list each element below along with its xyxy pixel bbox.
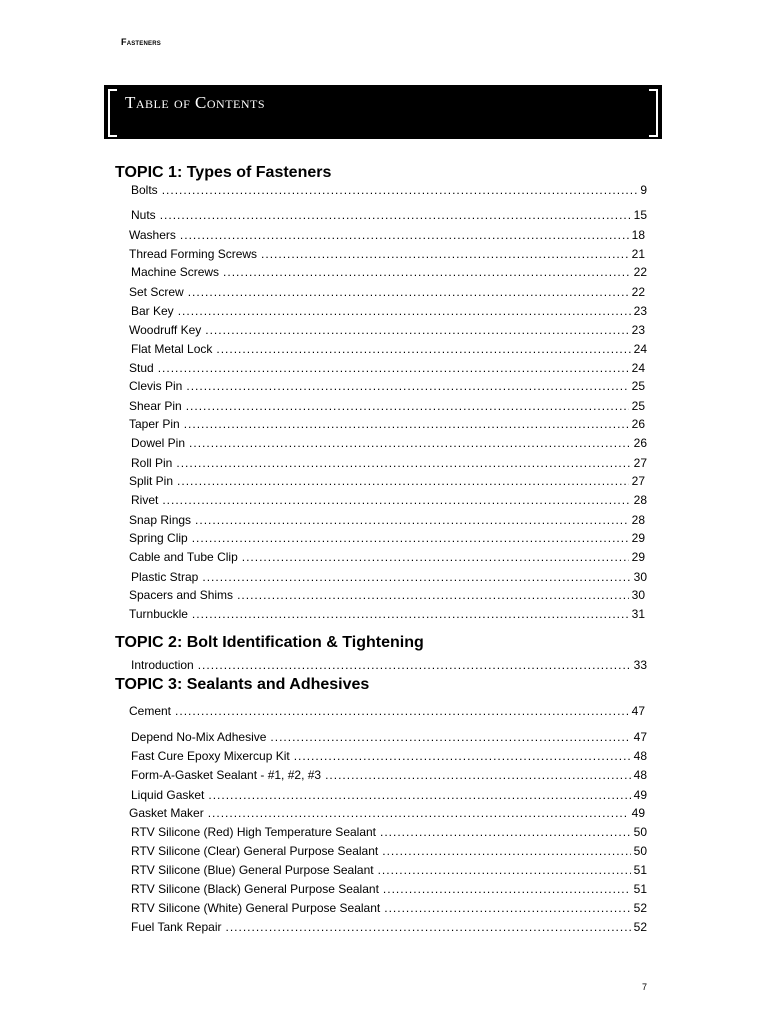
entry-page: 33: [633, 658, 647, 672]
dot-leader: [175, 704, 629, 718]
entry-page: 15: [633, 208, 647, 222]
entry-page: 29: [631, 550, 645, 564]
entry-label: Clevis Pin: [129, 379, 183, 393]
toc-entry[interactable]: [131, 788, 647, 804]
entry-page: 28: [631, 513, 645, 527]
dot-leader: [325, 768, 631, 782]
toc-entry[interactable]: [129, 588, 645, 604]
entry-page: 23: [631, 323, 645, 337]
toc-entry[interactable]: [131, 901, 647, 917]
entry-label: Cement: [129, 704, 172, 718]
toc-entry[interactable]: [131, 493, 647, 509]
entry-label: RTV Silicone (Black) General Purpose Sealant: [131, 882, 379, 896]
dot-leader: [205, 323, 628, 337]
entry-label: Cable and Tube Clip: [129, 550, 238, 564]
toc-entry[interactable]: [129, 474, 645, 490]
dot-leader: [189, 436, 631, 450]
toc-entry[interactable]: [131, 920, 647, 936]
entry-label: Turnbuckle: [129, 607, 188, 621]
dot-leader: [382, 844, 630, 858]
topic-heading: TOPIC 2: Bolt Identification & Tightening: [115, 634, 424, 651]
entry-page: 29: [631, 531, 645, 545]
entry-label: RTV Silicone (Clear) General Purpose Sealant: [131, 844, 379, 858]
toc-entry[interactable]: [131, 208, 647, 224]
dot-leader: [186, 379, 628, 393]
entry-label: Introduction: [131, 658, 194, 672]
entry-page: 26: [633, 436, 647, 450]
dot-leader: [294, 749, 631, 763]
entry-page: 18: [631, 228, 645, 242]
toc-entry[interactable]: [131, 342, 647, 358]
entry-page: 52: [633, 920, 647, 934]
dot-leader: [384, 901, 630, 915]
entry-page: 24: [631, 361, 645, 375]
dot-leader: [180, 228, 629, 242]
entry-label: Gasket Maker: [129, 806, 204, 820]
entry-label: Rivet: [131, 493, 159, 507]
entry-page: 26: [631, 417, 645, 431]
dot-leader: [242, 550, 629, 564]
entry-label: Fast Cure Epoxy Mixercup Kit: [131, 749, 290, 763]
entry-page: 47: [631, 704, 645, 718]
dot-leader: [188, 285, 629, 299]
toc-entry[interactable]: [131, 570, 647, 586]
toc-entry[interactable]: [129, 513, 645, 529]
dot-leader: [202, 570, 630, 584]
toc-banner: [104, 85, 662, 139]
entry-label: Washers: [129, 228, 176, 242]
dot-leader: [378, 863, 631, 877]
entry-page: 25: [631, 399, 645, 413]
entry-page: 31: [631, 607, 645, 621]
toc-entry[interactable]: [131, 304, 647, 320]
entry-page: 27: [631, 474, 645, 488]
toc-entry[interactable]: [129, 806, 645, 822]
dot-leader: [162, 183, 638, 197]
left-bracket-icon: [108, 89, 117, 137]
entry-label: Split Pin: [129, 474, 174, 488]
toc-entry[interactable]: [131, 863, 647, 879]
toc-entry[interactable]: [129, 285, 645, 301]
topic-heading: TOPIC 1: Types of Fasteners: [115, 164, 332, 181]
entry-label: Woodruff Key: [129, 323, 202, 337]
topic-heading: TOPIC 3: Sealants and Adhesives: [115, 676, 370, 693]
running-header: Fasteners: [121, 37, 161, 47]
toc-entry[interactable]: [129, 247, 645, 263]
dot-leader: [192, 607, 629, 621]
toc-entry[interactable]: [131, 436, 647, 452]
dot-leader: [237, 588, 629, 602]
entry-label: Plastic Strap: [131, 570, 199, 584]
entry-label: RTV Silicone (White) General Purpose Sealant: [131, 901, 381, 915]
entry-label: Dowel Pin: [131, 436, 186, 450]
dot-leader: [158, 361, 629, 375]
toc-entry[interactable]: [131, 844, 647, 860]
toc-entry[interactable]: [129, 550, 645, 566]
toc-entry[interactable]: [129, 379, 645, 395]
entry-page: 27: [633, 456, 647, 470]
entry-label: Fuel Tank Repair: [131, 920, 222, 934]
entry-label: Flat Metal Lock: [131, 342, 213, 356]
toc-entry[interactable]: [129, 361, 645, 377]
toc-entry[interactable]: [131, 825, 647, 841]
dot-leader: [198, 658, 631, 672]
entry-page: 30: [631, 588, 645, 602]
entry-label: Bolts: [131, 183, 158, 197]
toc-entry[interactable]: [129, 228, 645, 244]
toc-entry[interactable]: [129, 704, 645, 720]
toc-entry[interactable]: [131, 456, 647, 472]
entry-page: 51: [633, 863, 647, 877]
entry-page: 22: [633, 265, 647, 279]
entry-page: 23: [633, 304, 647, 318]
dot-leader: [186, 399, 629, 413]
entry-page: 24: [633, 342, 647, 356]
entry-label: RTV Silicone (Blue) General Purpose Sealant: [131, 863, 374, 877]
entry-label: Roll Pin: [131, 456, 173, 470]
entry-label: Nuts: [131, 208, 156, 222]
entry-label: Snap Rings: [129, 513, 192, 527]
toc-entry[interactable]: [131, 749, 647, 765]
entry-page: 48: [633, 749, 647, 763]
dot-leader: [178, 304, 631, 318]
right-bracket-icon: [649, 89, 658, 137]
toc-entry[interactable]: [131, 882, 647, 898]
dot-leader: [223, 265, 631, 279]
dot-leader: [216, 342, 630, 356]
entry-label: Shear Pin: [129, 399, 182, 413]
entry-page: 47: [633, 730, 647, 744]
dot-leader: [380, 825, 631, 839]
entry-page: 30: [633, 570, 647, 584]
entry-page: 49: [631, 806, 645, 820]
entry-label: Depend No-Mix Adhesive: [131, 730, 267, 744]
toc-entry[interactable]: [129, 607, 645, 623]
toc-entry[interactable]: [129, 417, 645, 433]
entry-label: Form-A-Gasket Sealant - #1, #2, #3: [131, 768, 322, 782]
entry-page: 50: [633, 825, 647, 839]
dot-leader: [176, 456, 630, 470]
dot-leader: [160, 208, 631, 222]
toc-entry[interactable]: [129, 531, 645, 547]
entry-page: 22: [631, 285, 645, 299]
page-number: 7: [642, 982, 648, 992]
toc-entry[interactable]: [129, 323, 645, 339]
entry-page: 51: [633, 882, 647, 896]
dot-leader: [270, 730, 630, 744]
toc-entry[interactable]: [129, 399, 645, 415]
entry-page: 9: [640, 183, 647, 197]
toc-entry[interactable]: [131, 730, 647, 746]
toc-title: Table of Contents: [125, 93, 266, 112]
entry-label: Bar Key: [131, 304, 174, 318]
dot-leader: [261, 247, 629, 261]
dot-leader: [177, 474, 629, 488]
entry-label: Taper Pin: [129, 417, 180, 431]
dot-leader: [208, 788, 630, 802]
dot-leader: [383, 882, 631, 896]
entry-page: 52: [633, 901, 647, 915]
toc-entry[interactable]: [131, 183, 647, 199]
entry-label: Stud: [129, 361, 154, 375]
toc-entry[interactable]: [131, 768, 647, 784]
dot-leader: [184, 417, 629, 431]
entry-label: Machine Screws: [131, 265, 220, 279]
entry-page: 25: [631, 379, 645, 393]
entry-label: Thread Forming Screws: [129, 247, 258, 261]
dot-leader: [162, 493, 630, 507]
toc-entry[interactable]: [131, 265, 647, 281]
entry-page: 50: [633, 844, 647, 858]
entry-label: Set Screw: [129, 285, 184, 299]
entry-page: 48: [633, 768, 647, 782]
entry-label: Spacers and Shims: [129, 588, 234, 602]
entry-page: 21: [631, 247, 645, 261]
dot-leader: [192, 531, 629, 545]
entry-page: 28: [633, 493, 647, 507]
toc-entry[interactable]: [131, 658, 647, 674]
entry-label: RTV Silicone (Red) High Temperature Sealant: [131, 825, 377, 839]
dot-leader: [208, 806, 629, 820]
entry-page: 49: [633, 788, 647, 802]
entry-label: Liquid Gasket: [131, 788, 205, 802]
dot-leader: [226, 920, 631, 934]
entry-label: Spring Clip: [129, 531, 188, 545]
dot-leader: [195, 513, 629, 527]
